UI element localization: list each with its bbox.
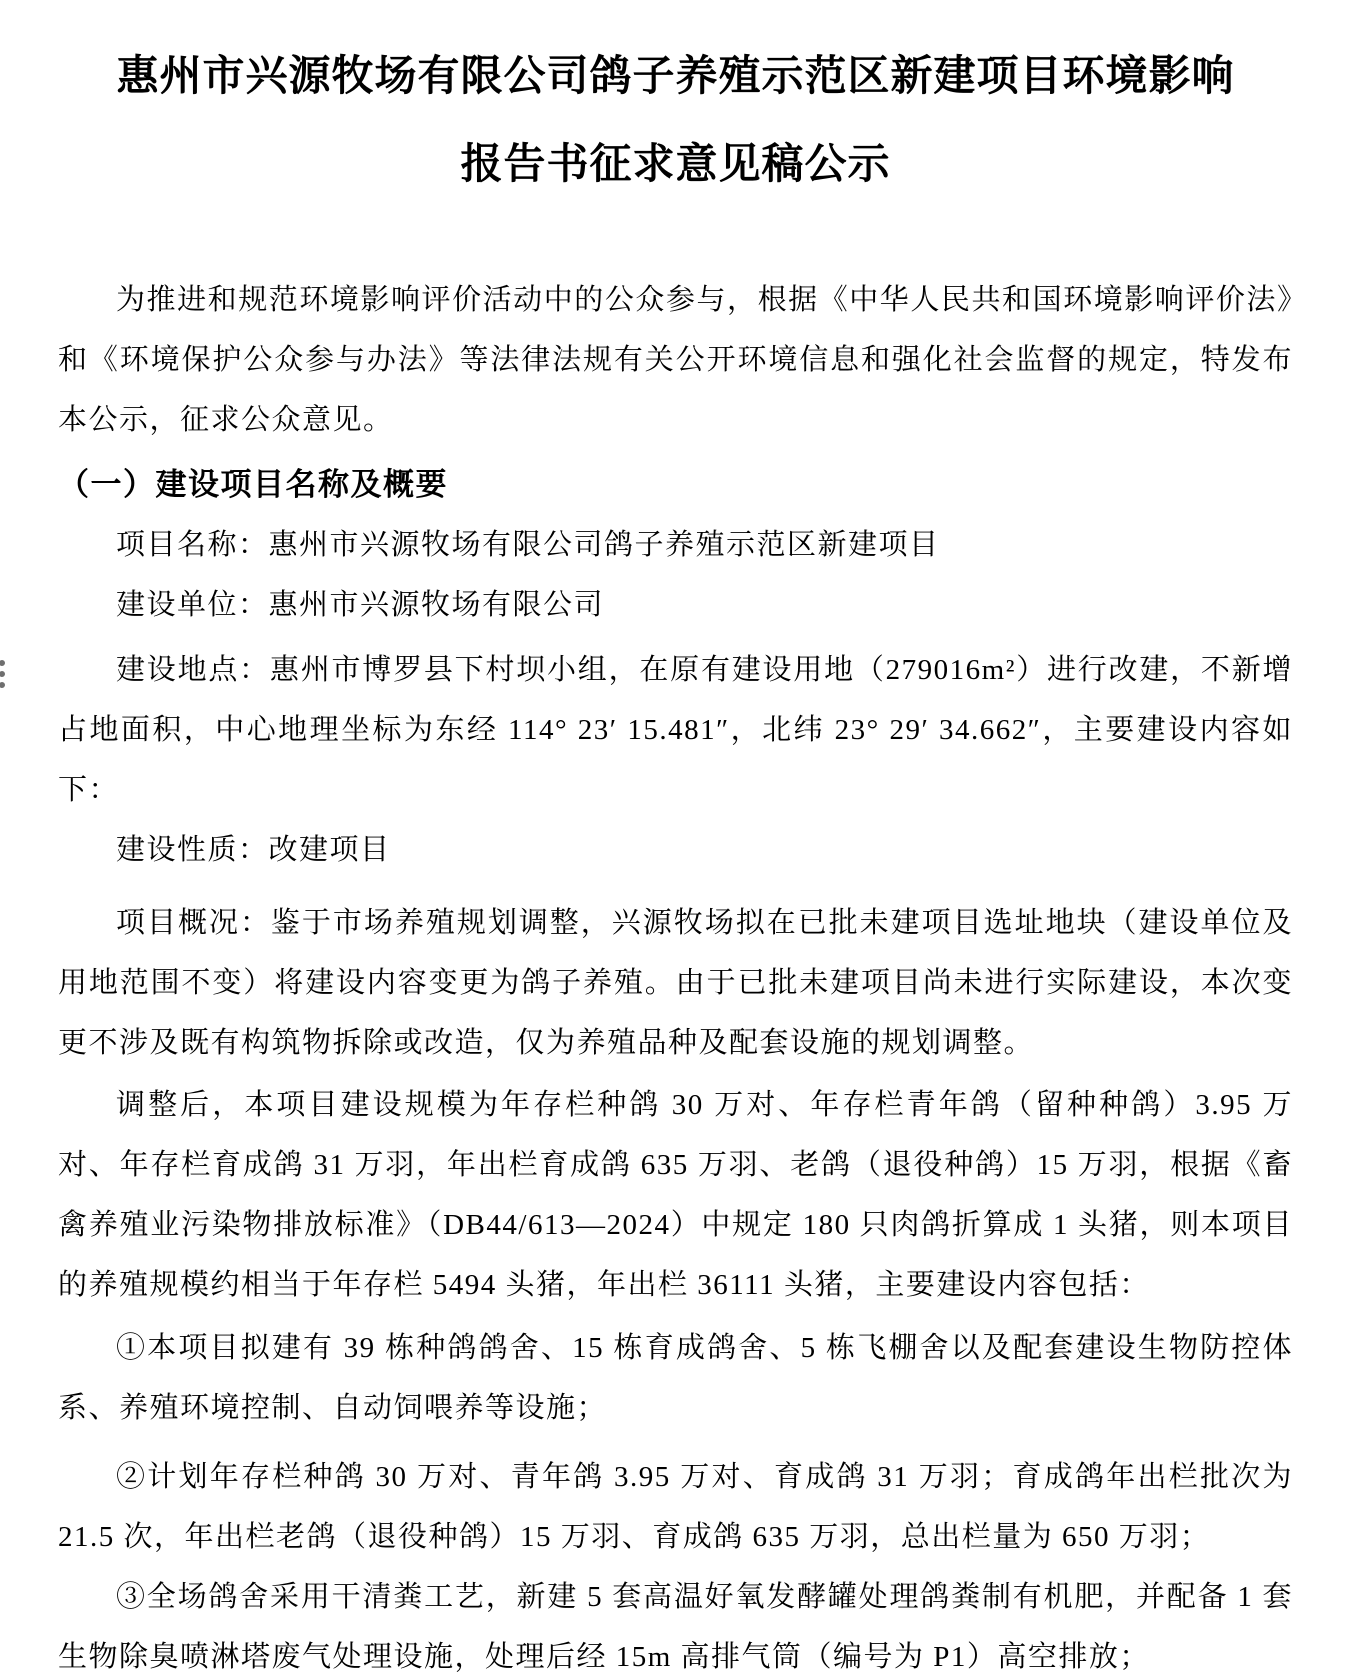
location-paragraph: 建设地点：惠州市博罗县下村坝小组，在原有建设用地（279016m²）进行改建，不新增占地面积，中心地理坐标为东经 114° 23′ 15.481″，北纬 23° 29′ 34.662″，主要建设内容如下： xyxy=(58,654,1293,806)
scale-paragraph: 调整后，本项目建设规模为年存栏种鸽 30 万对、年存栏青年鸽（留种种鸽）3.95 万对、年存栏育成鸽 31 万羽，年出栏育成鸽 635 万羽、老鸽（退役种鸽）15 万羽，根据《畜禽养殖业污染物排放标准》（DB44/613—2024）中规定 180 只肉鸽折算成 1 头猪，则本项目的养殖规模约相当于年存栏 5494 头猪，年出栏 36111 头猪，主要建设内容包括： xyxy=(58,1089,1293,1301)
builder-paragraph: 建设单位：惠州市兴源牧场有限公司 xyxy=(116,589,605,621)
document-title-line-2: 报告书征求意见稿公示 xyxy=(460,140,891,187)
construction-nature-paragraph: 建设性质：改建项目 xyxy=(116,834,391,866)
document-title xyxy=(58,32,1293,208)
project-overview-paragraph: 项目概况：鉴于市场养殖规划调整，兴源牧场拟在已批未建项目选址地块（建设单位及用地范围不变）将建设内容变更为鸽子养殖。由于已批未建项目尚未进行实际建设，本次变更不涉及既有构筑物拆除或改造，仅为养殖品种及配套设施的规划调整。 xyxy=(58,907,1293,1059)
construction-item-3-paragraph: ③全场鸽舍采用干清粪工艺，新建 5 套高温好氧发酵罐处理鸽粪制有机肥，并配备 1 套生物除臭喷淋塔废气处理设施，处理后经 15m 高排气筒（编号为 P1）高空排放； xyxy=(58,1581,1293,1673)
project-name-paragraph: 项目名称：惠州市兴源牧场有限公司鸽子养殖示范区新建项目 xyxy=(116,529,940,561)
construction-item-1-paragraph: ①本项目拟建有 39 栋种鸽鸽舍、15 栋育成鸽舍、5 栋飞棚舍以及配套建设生物防控体系、养殖环境控制、自动饲喂养等设施； xyxy=(58,1332,1293,1424)
construction-item-2-paragraph: ②计划年存栏种鸽 30 万对、青年鸽 3.95 万对、育成鸽 31 万羽；育成鸽年出栏批次为 21.5 次，年出栏老鸽（退役种鸽）15 万羽、育成鸽 635 万羽，总出栏量为 650 万羽； xyxy=(58,1461,1293,1553)
document-title-line-1: 惠州市兴源牧场有限公司鸽子养殖示范区新建项目环境影响 xyxy=(116,52,1235,99)
intro-paragraph: 为推进和规范环境影响评价活动中的公众参与，根据《中华人民共和国环境影响评价法》和《环境保护公众参与办法》等法律法规有关公开环境信息和强化社会监督的规定，特发布本公示，征求公众意见。 xyxy=(58,284,1293,436)
section-1-heading: （一）建设项目名称及概要 xyxy=(58,467,448,502)
vertical-ellipsis-icon xyxy=(0,660,6,693)
